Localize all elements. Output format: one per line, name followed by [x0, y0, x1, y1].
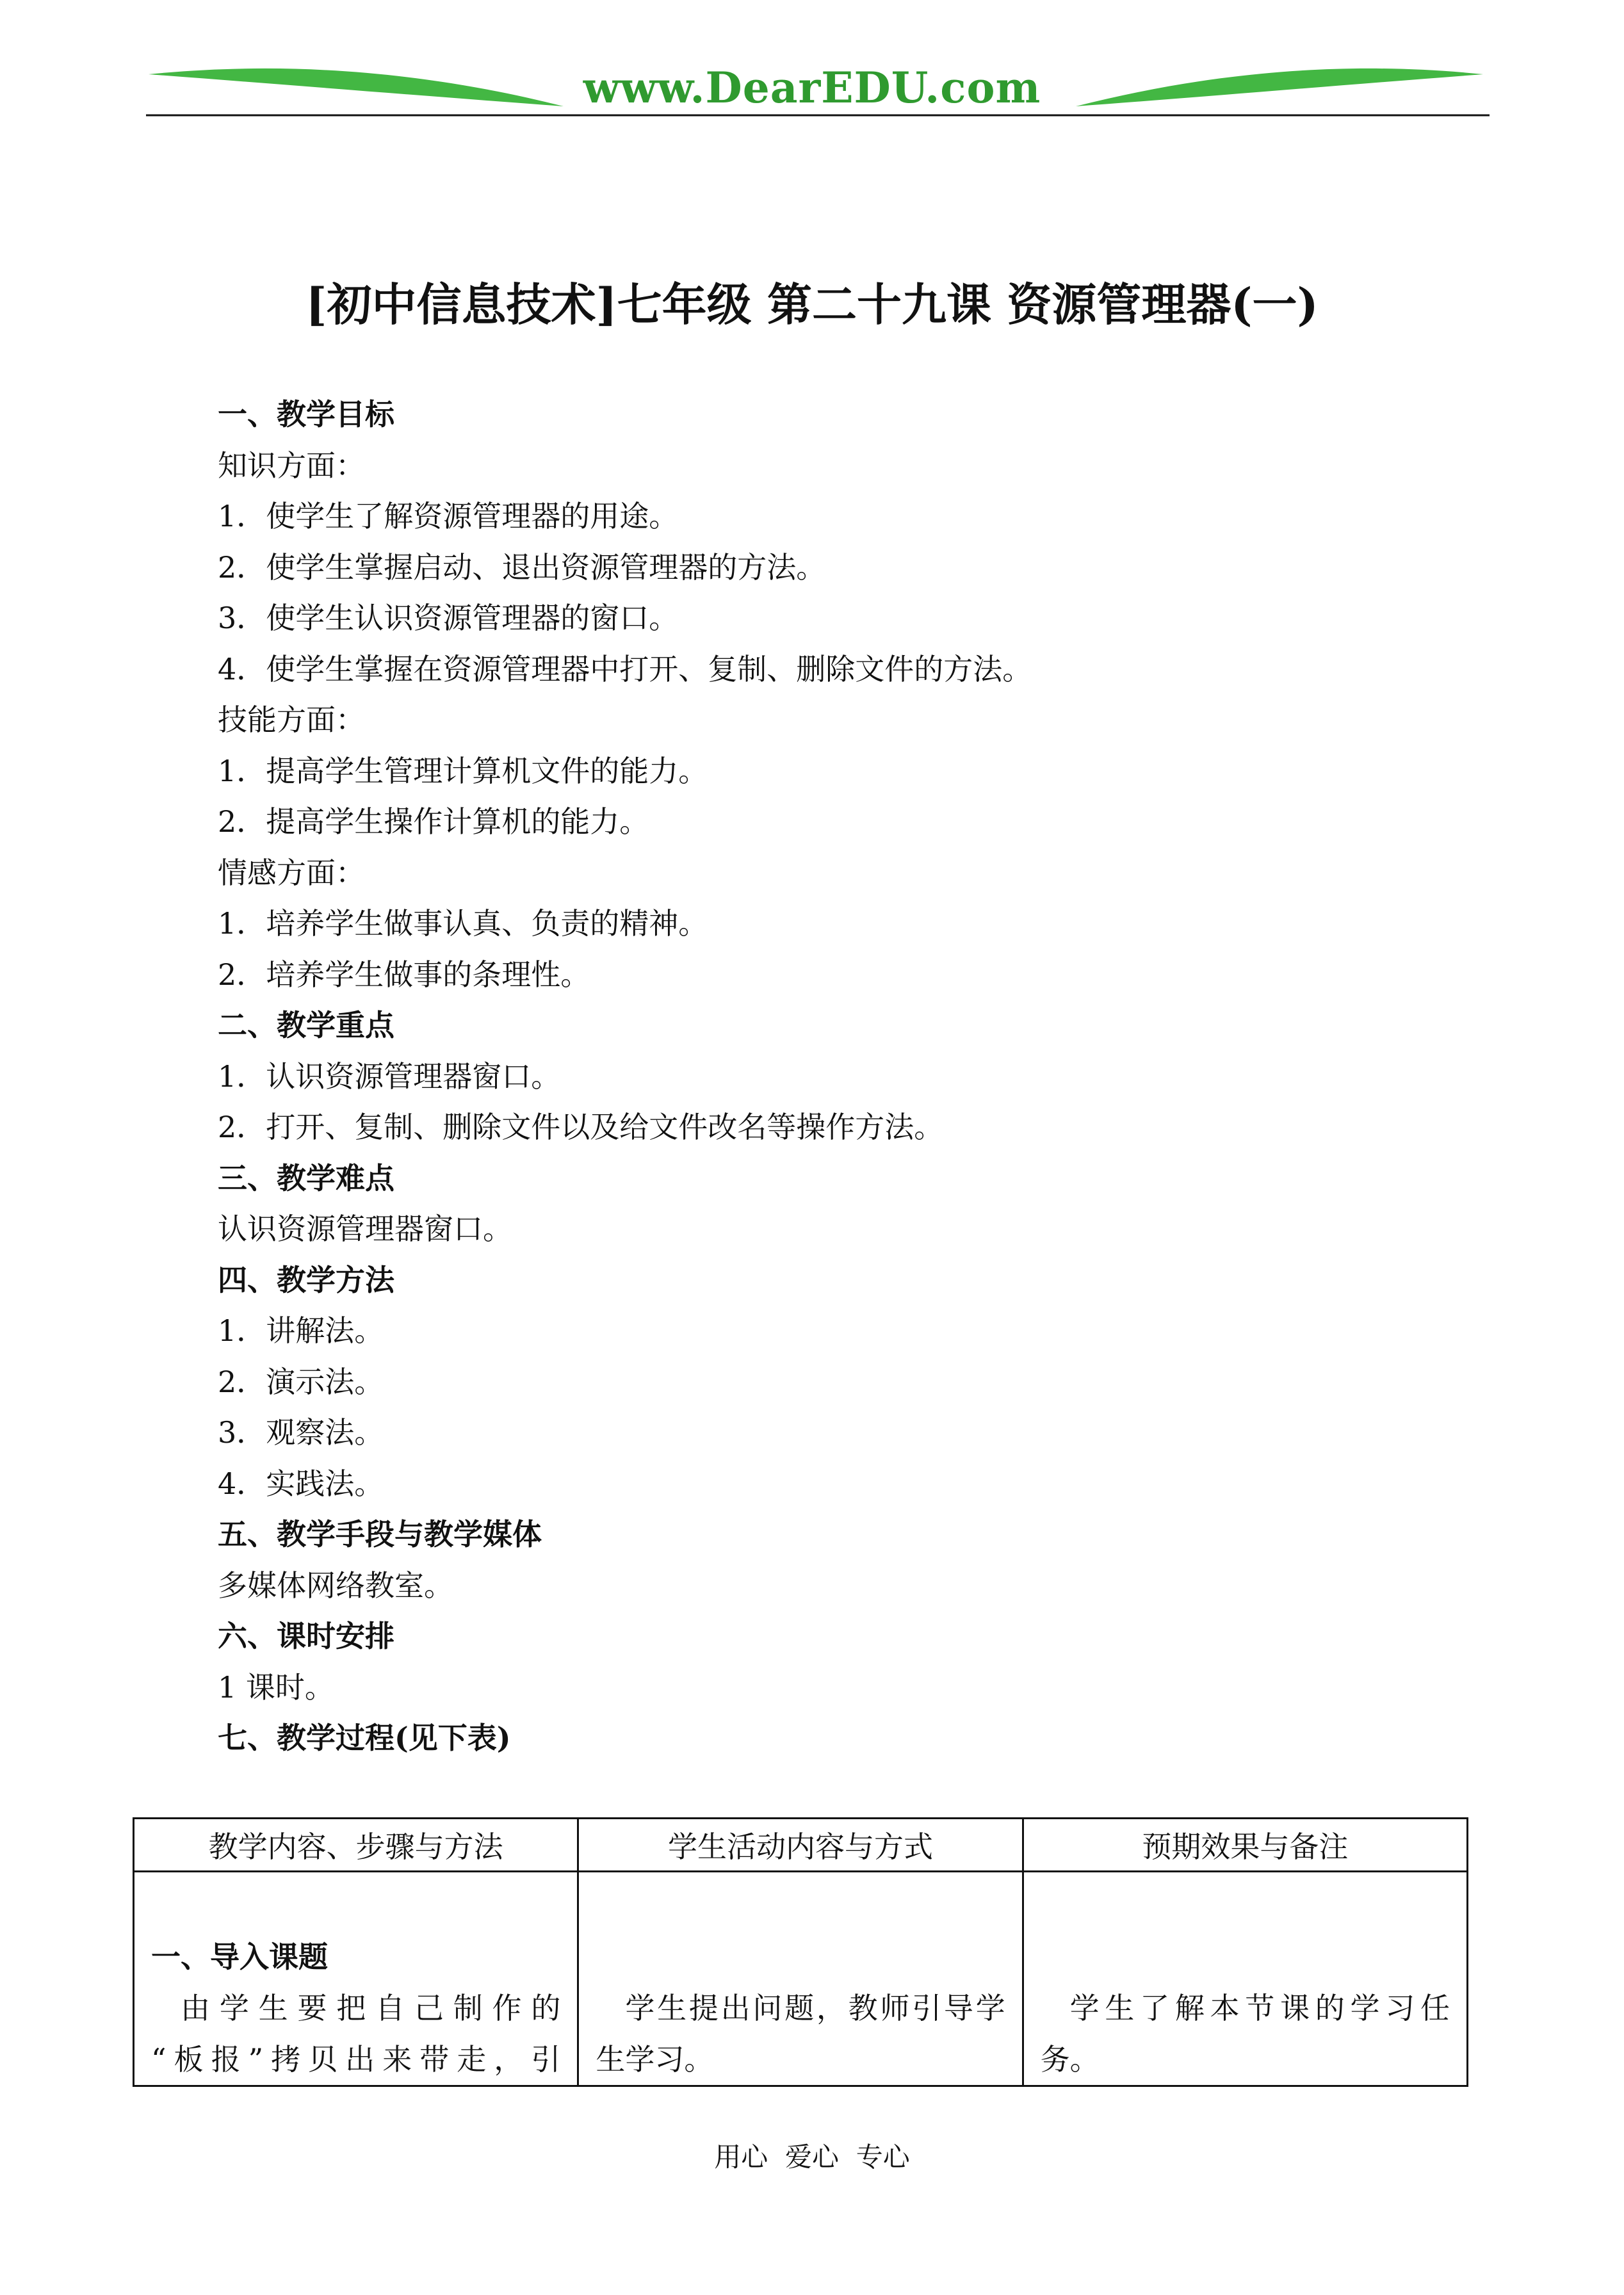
page-footer: 用心 爱心 专心 [714, 2141, 910, 2173]
list-item: 2．培养学生做事的条理性。 [218, 957, 590, 992]
cell-line: 生学习。 [596, 2042, 714, 2077]
skill-label: 技能方面： [218, 702, 365, 737]
table-row [134, 1872, 1468, 2086]
list-item: 1．使学生了解资源管理器的用途。 [218, 499, 679, 533]
list-item: 2．演示法。 [218, 1364, 384, 1399]
list-item: 2．提高学生操作计算机的能力。 [218, 804, 649, 839]
section-heading-objectives: 一、教学目标 [218, 397, 394, 432]
list-item: 2．使学生掌握启动、退出资源管理器的方法。 [218, 549, 826, 585]
section-heading-key-points: 二、教学重点 [218, 1008, 394, 1042]
list-item: 4．使学生掌握在资源管理器中打开、复制、删除文件的方法。 [218, 651, 1032, 686]
section-heading-methods: 四、教学方法 [218, 1262, 394, 1297]
cell-title: 一、导入课题 [151, 1940, 328, 1974]
table-header-cell: 教学内容、步骤与方法 [134, 1819, 578, 1872]
list-item: 3．观察法。 [218, 1415, 384, 1450]
section-heading-media: 五、教学手段与教学媒体 [218, 1517, 542, 1552]
cell-line: 由学生要把自己制作的 [181, 1991, 561, 2025]
table-cell-student-activity [578, 1872, 1023, 2086]
site-logo[interactable]: www.DearEDU.com [583, 63, 1041, 113]
cell-line: 务。 [1040, 2042, 1100, 2077]
lesson-plan-content [218, 389, 1473, 1764]
list-item: 1 课时。 [218, 1669, 334, 1705]
cell-line: 学生提出问题，教师引导学 [625, 1991, 1005, 2025]
cell-line: 学生了解本节课的学习任 [1069, 1991, 1450, 2025]
list-item: 1．认识资源管理器窗口。 [218, 1058, 561, 1094]
section-heading-difficulties: 三、教学难点 [218, 1160, 394, 1196]
list-item: 1．讲解法。 [218, 1313, 384, 1348]
table-cell-content [134, 1872, 578, 2086]
cell-line: “板报”拷贝出来带走，引 [151, 2042, 561, 2077]
emotion-label: 情感方面： [218, 855, 365, 890]
list-item: 4．实践法。 [218, 1466, 384, 1501]
table-cell-expected-result [1023, 1872, 1467, 2086]
list-item: 多媒体网络教室。 [218, 1568, 453, 1603]
page-header [0, 0, 1624, 141]
list-item: 认识资源管理器窗口。 [218, 1212, 512, 1246]
table-header-cell: 学生活动内容与方式 [578, 1819, 1023, 1872]
list-item: 3．使学生认识资源管理器的窗口。 [218, 601, 679, 635]
section-heading-schedule: 六、课时安排 [218, 1619, 394, 1653]
teaching-process-table [133, 1817, 1468, 2087]
list-item: 1．提高学生管理计算机文件的能力。 [218, 753, 708, 788]
list-item: 2．打开、复制、删除文件以及给文件改名等操作方法。 [218, 1110, 944, 1144]
table-header-row [134, 1819, 1468, 1872]
section-heading-process: 七、教学过程(见下表) [218, 1721, 511, 1755]
table-header-cell: 预期效果与备注 [1023, 1819, 1467, 1872]
document-title: [初中信息技术]七年级 第二十九课 资源管理器(一) [305, 278, 1319, 331]
list-item: 1．培养学生做事认真、负责的精神。 [218, 906, 708, 941]
knowledge-label: 知识方面： [218, 448, 365, 483]
